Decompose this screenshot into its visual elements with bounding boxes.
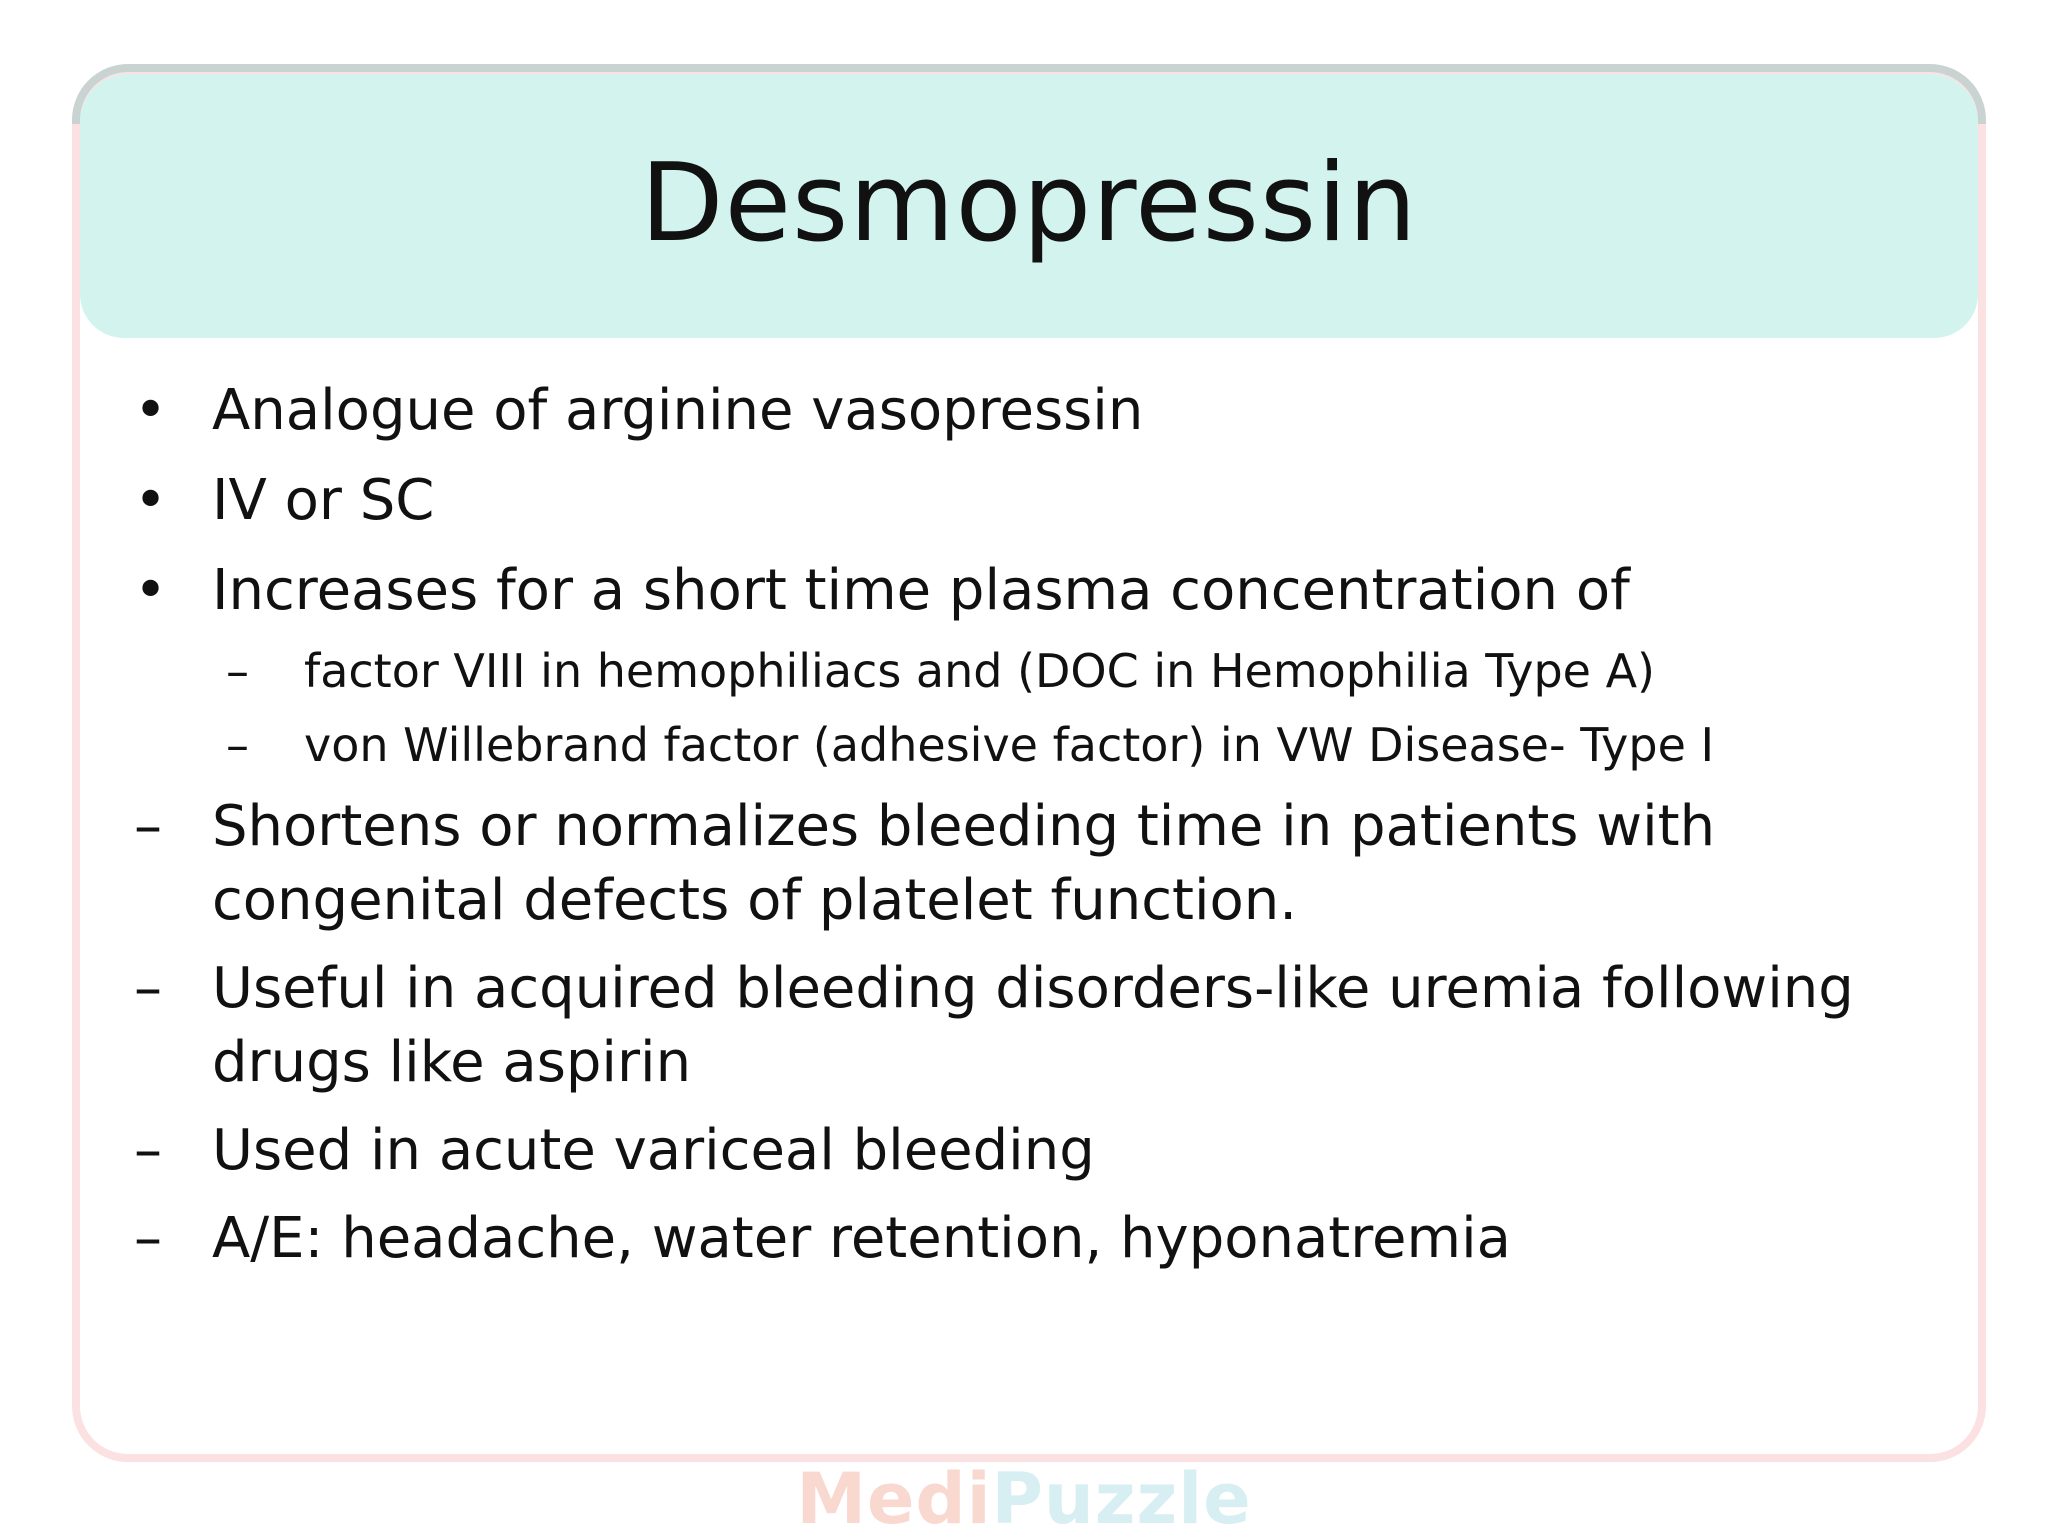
slide-title: Desmopressin	[640, 141, 1418, 266]
sub-bullet-marker: –	[226, 644, 249, 698]
bullet-text: Analogue of arginine vasopressin	[212, 378, 1144, 443]
bullet-item	[134, 554, 1934, 628]
dash-marker: –	[134, 1206, 162, 1271]
slide-card	[72, 66, 1986, 1462]
watermark-part-b: Puzzle	[991, 1458, 1252, 1536]
bullet-item	[134, 464, 1934, 538]
sub-bullet-text: von Willebrand factor (adhesive factor) in VW Disease- Type I	[304, 718, 1715, 772]
dash-text: Shortens or normalizes bleeding time in patients with congenital defects of platelet function.	[212, 794, 1716, 933]
watermark-part-a: Medi	[796, 1458, 992, 1536]
sub-bullet-marker: –	[226, 718, 249, 772]
slide-content	[134, 374, 1934, 1276]
dash-marker: –	[134, 956, 162, 1021]
dash-marker: –	[134, 1118, 162, 1183]
dash-marker: –	[134, 794, 162, 859]
dash-item	[134, 952, 1934, 1100]
sub-bullet-item	[134, 714, 1934, 776]
dash-item	[134, 1114, 1934, 1188]
dash-item	[134, 1202, 1934, 1276]
sub-bullet-text: factor VIII in hemophiliacs and (DOC in Hemophilia Type A)	[304, 644, 1655, 698]
dash-text: A/E: headache, water retention, hyponatremia	[212, 1206, 1511, 1271]
dash-item	[134, 790, 1934, 938]
bullet-text: Increases for a short time plasma concentration of	[212, 558, 1630, 623]
dash-text: Used in acute variceal bleeding	[212, 1118, 1095, 1183]
bullet-item	[134, 374, 1934, 448]
bullet-text: IV or SC	[212, 468, 435, 533]
bullet-marker: •	[134, 468, 168, 533]
bullet-marker: •	[134, 378, 168, 443]
card-top-shadow	[72, 64, 1986, 124]
watermark-logo	[0, 1458, 2048, 1536]
bullet-marker: •	[134, 558, 168, 623]
sub-bullet-item	[134, 640, 1934, 702]
dash-text: Useful in acquired bleeding disorders-like uremia following drugs like aspirin	[212, 956, 1854, 1095]
